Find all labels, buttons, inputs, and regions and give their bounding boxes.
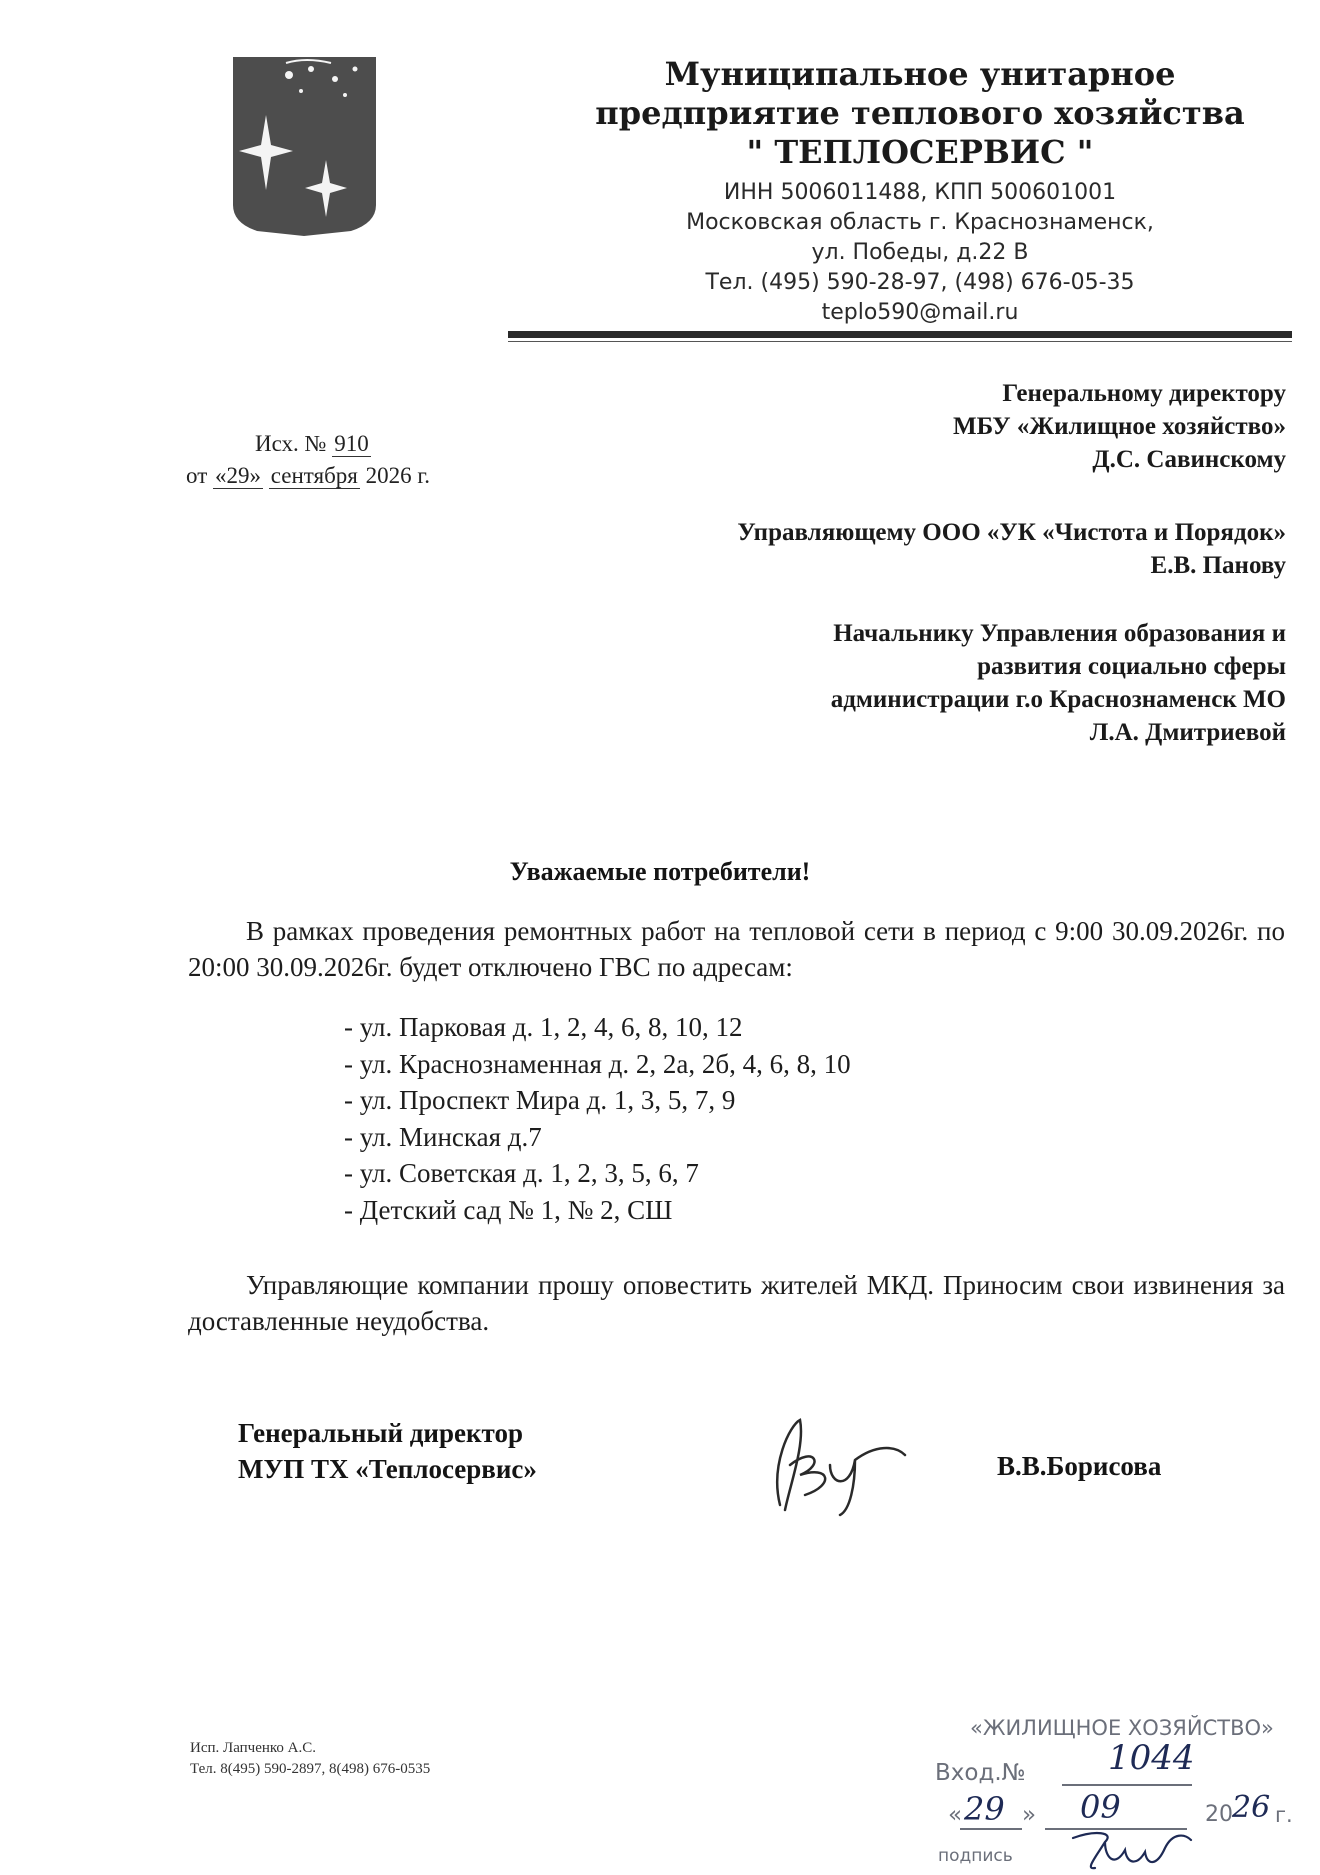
stamp-day-line <box>960 1828 1022 1830</box>
addressee-1 <box>953 377 1286 476</box>
date-year: 2026 г. <box>365 463 430 488</box>
list-item: - ул. Парковая д. 1, 2, 4, 6, 8, 10, 12 <box>344 1012 743 1042</box>
letterhead-divider-thin <box>508 341 1292 342</box>
addressee-1-line-3: Д.С. Савинскому <box>1092 446 1286 473</box>
list-item: - ул. Проспект Мира д. 1, 3, 5, 7, 9 <box>344 1085 736 1115</box>
stamp-number-handwritten: 1044 <box>1108 1738 1195 1778</box>
addressee-1-line-2: МБУ «Жилищное хозяйство» <box>953 413 1286 440</box>
addressee-3-line-1: Начальнику Управления образования и <box>833 620 1286 647</box>
stamp-year-label: г. <box>1275 1803 1293 1827</box>
address-list <box>344 1009 851 1228</box>
stamp-month-handwritten: 09 <box>1080 1788 1121 1826</box>
stamp-day-handwritten: 29 <box>964 1790 1005 1828</box>
signatory-position-line-2: МУП ТХ «Теплосервис» <box>238 1454 537 1484</box>
signatory-position-line-1: Генеральный директор <box>238 1418 523 1448</box>
org-name-line-1: Муниципальное унитарное <box>664 55 1176 93</box>
addressee-3 <box>831 617 1286 749</box>
executor-name: Исп. Лапченко А.С. <box>190 1740 317 1756</box>
inn-kpp: ИНН 5006011488, КПП 500601001 <box>723 180 1117 205</box>
stamp-number-label: Вход.№ <box>935 1760 1026 1786</box>
list-item: - ул. Краснознаменная д. 2, 2а, 2б, 4, 6, 8, 10 <box>344 1048 851 1079</box>
executor-info <box>190 1738 430 1780</box>
addressee-2-line-1: Управляющему ООО «УК «Чистота и Порядок» <box>737 519 1286 546</box>
list-item: - ул. Советская д. 1, 2, 3, 5, 6, 7 <box>344 1158 699 1188</box>
date-day: «29» <box>215 463 261 488</box>
stamp-year-prefix: 20 <box>1205 1802 1233 1827</box>
signatory-position <box>238 1415 537 1487</box>
addressee-2 <box>737 516 1286 582</box>
greeting: Уважаемые потребители! <box>509 857 811 886</box>
addressee-3-line-2: развития социально сферы <box>977 653 1286 680</box>
paragraph-notice: В рамках проведения ремонтных работ на тепловой сети в период с 9:00 30.09.2026г. по 20:00 30.09.2026г. будет отключено ГВС по адресам: <box>188 916 1285 982</box>
outgoing-number <box>255 428 371 460</box>
addressee-2-line-2: Е.В. Панову <box>1150 552 1286 579</box>
stamp-year-handwritten: 26 <box>1232 1790 1271 1825</box>
outgoing-number-value: 910 <box>334 431 369 456</box>
list-item: - Детский сад № 1, № 2, СШ <box>344 1194 673 1225</box>
addressee-3-line-4: Л.А. Дмитриевой <box>1089 719 1286 746</box>
signatory-name: В.В.Борисова <box>997 1451 1162 1481</box>
org-address-line-2: ул. Победы, д.22 В <box>811 240 1029 265</box>
list-item: - ул. Минская д.7 <box>344 1121 542 1152</box>
handwritten-signature <box>760 1405 910 1520</box>
addressee-1-line-1: Генеральному директору <box>1002 380 1286 407</box>
org-email: teplo590@mail.ru <box>821 300 1019 325</box>
letterhead-divider <box>508 331 1292 338</box>
org-name-line-3: " ТЕПЛОСЕРВИС " <box>746 133 1094 171</box>
paragraph-request: Управляющие компании прошу оповестить жителей МКД. Приносим свои извинения за доставленные неудобства. <box>188 1270 1285 1336</box>
stamp-number-line <box>1062 1784 1192 1786</box>
org-address-line-1: Московская область г. Краснознаменск, <box>686 210 1154 235</box>
org-phones: Тел. (495) 590-28-97, (498) 676-05-35 <box>705 270 1135 295</box>
stamp-org: «ЖИЛИЩНОЕ ХОЗЯЙСТВО» <box>970 1716 1274 1740</box>
outgoing-date <box>186 460 430 492</box>
addressee-3-line-3: администрации г.о Краснознаменск МО <box>830 686 1286 713</box>
org-name-line-2: предприятие теплового хозяйства <box>595 94 1245 132</box>
stamp-handwritten-signature <box>1065 1828 1195 1874</box>
organization-name <box>560 55 1280 172</box>
stamp-signature-label: подпись <box>938 1846 1013 1866</box>
executor-phones: Тел. 8(495) 590-2897, 8(498) 676-0535 <box>190 1761 431 1777</box>
coat-of-arms-logo <box>231 55 378 238</box>
outgoing-number-label: Исх. № <box>255 431 327 456</box>
date-month: сентября <box>270 463 358 488</box>
date-prefix: от <box>186 463 208 488</box>
